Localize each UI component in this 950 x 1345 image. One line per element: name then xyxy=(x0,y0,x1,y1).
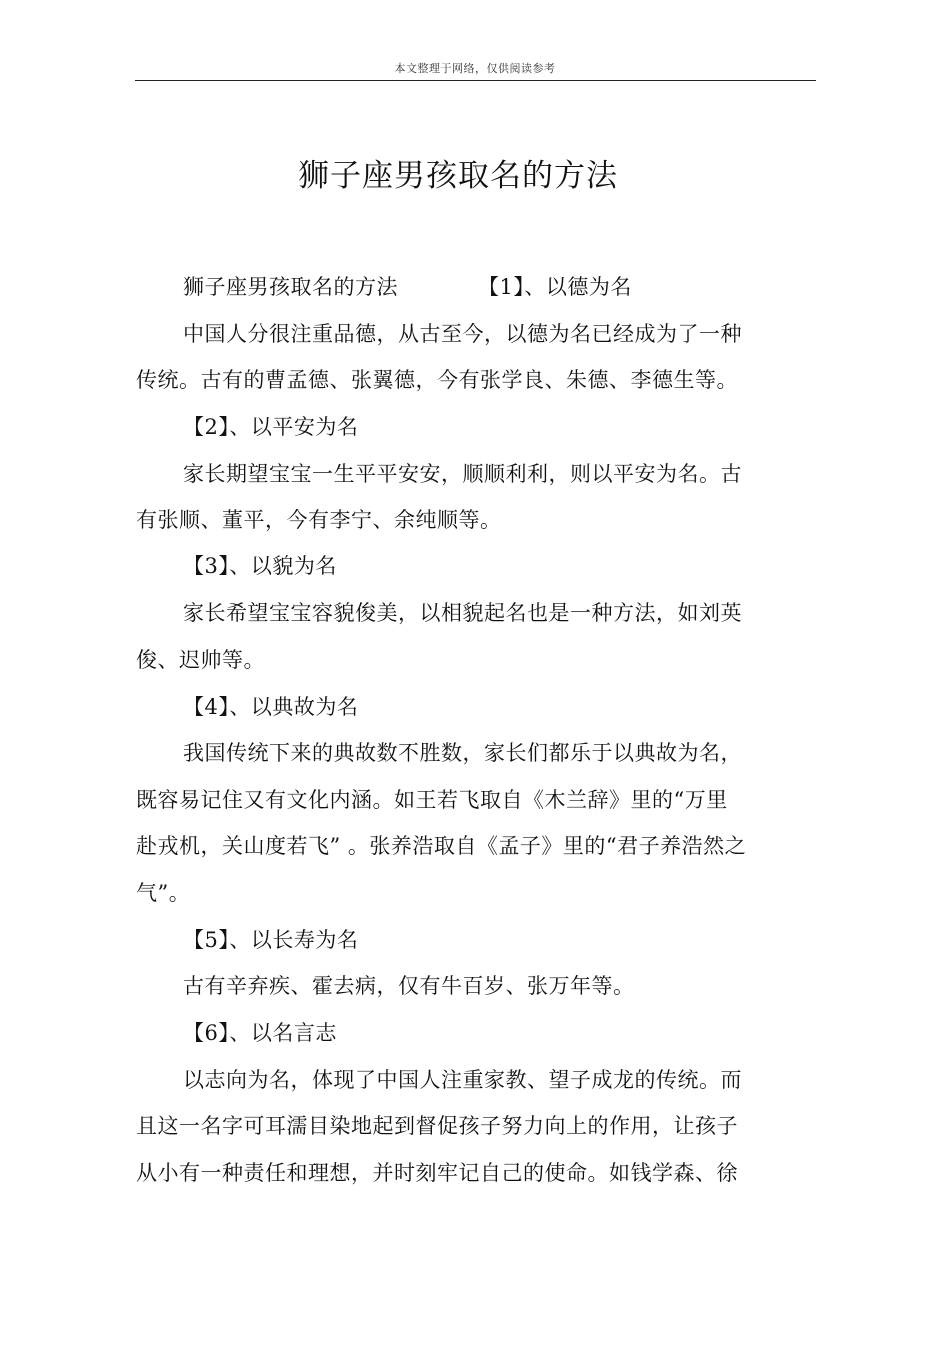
paragraph-line: 且这一名字可耳濡目染地起到督促孩子努力向上的作用，让孩子 xyxy=(136,1114,738,1138)
intro-line: 狮子座男孩取名的方法 xyxy=(183,275,398,299)
section-heading-2: 【2】、以平安为名 xyxy=(183,415,359,439)
paragraph-line: 家长期望宝宝一生平平安安，顺顺利利，则以平安为名。古 xyxy=(183,462,742,486)
document-title: 狮子座男孩取名的方法 xyxy=(298,158,618,194)
paragraph-line: 既容易记住又有文化内涵。如王若飞取自《木兰辞》里的“万里 xyxy=(136,788,728,812)
header-note: 本文整理于网络，仅供阅读参考 xyxy=(394,62,556,75)
section-heading-3: 【3】、以貌为名 xyxy=(183,554,337,578)
paragraph-line: 从小有一种责任和理想，并时刻牢记自己的使命。如钱学森、徐 xyxy=(136,1161,738,1185)
paragraph-line: 有张顺、董平，今有李宁、余纯顺等。 xyxy=(136,508,502,532)
paragraph-line: 家长希望宝宝容貌俊美，以相貌起名也是一种方法，如刘英 xyxy=(183,601,742,625)
section-heading-6: 【6】、以名言志 xyxy=(183,1021,337,1045)
paragraph-line: 以志向为名，体现了中国人注重家教、望子成龙的传统。而 xyxy=(183,1068,742,1092)
section-heading-5: 【5】、以长寿为名 xyxy=(183,928,359,952)
header-divider xyxy=(135,80,816,81)
section-heading-4: 【4】、以典故为名 xyxy=(183,695,359,719)
paragraph-line: 俊、迟帅等。 xyxy=(136,648,265,672)
paragraph-line: 中国人分很注重品德，从古至今，以德为名已经成为了一种 xyxy=(183,322,742,346)
paragraph-line: 赴戎机，关山度若飞” 。张养浩取自《孟子》里的“君子养浩然之 xyxy=(136,834,747,858)
paragraph-line: 传统。古有的曹孟德、张翼德，今有张学良、朱德、李德生等。 xyxy=(136,368,738,392)
paragraph-line: 我国传统下来的典故数不胜数，家长们都乐于以典故为名， xyxy=(183,741,742,765)
paragraph-line: 气”。 xyxy=(136,881,191,905)
paragraph-line: 古有辛弃疾、霍去病，仅有牛百岁、张万年等。 xyxy=(183,974,635,998)
section-heading-1: 【1】、以德为名 xyxy=(478,275,632,299)
